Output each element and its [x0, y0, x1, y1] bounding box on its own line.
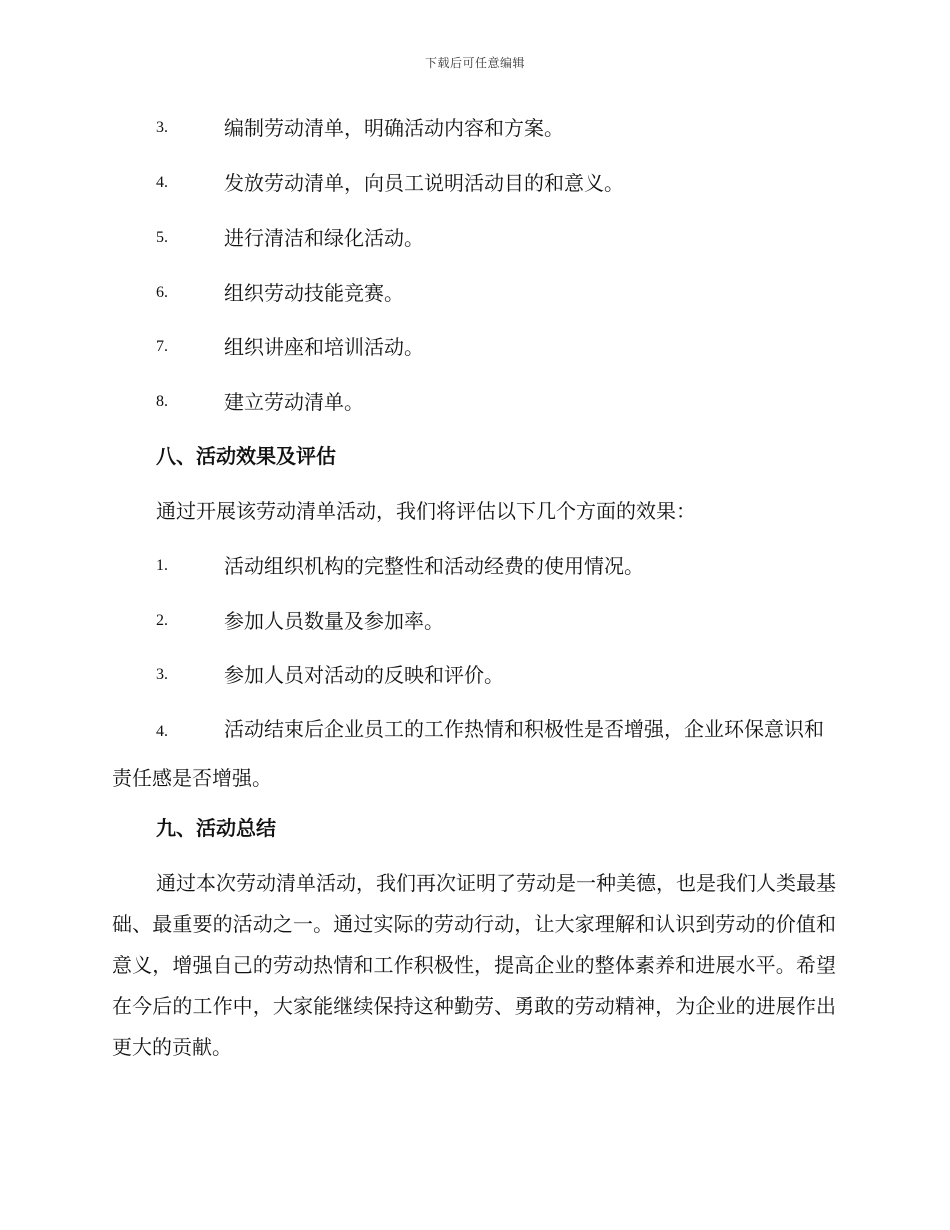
list-item — [112, 108, 836, 148]
list-item-number: 4. — [156, 174, 168, 191]
list-item-text: 活动结束后企业员工的工作热情和积极性是否增强，企业环保意识和责任感是否增强。 — [112, 717, 824, 790]
list-item-text: 进行清洁和绿化活动。 — [224, 226, 424, 250]
list-item-number: 8. — [156, 393, 168, 410]
list-item-number: 3. — [156, 119, 168, 136]
section-heading-summary: 九、活动总结 — [156, 816, 276, 840]
section-intro: 通过开展该劳动清单活动，我们将评估以下几个方面的效果： — [156, 499, 696, 523]
list-item-text: 参加人员对活动的反映和评价。 — [224, 663, 504, 687]
page-header: 下载后可任意编辑 — [424, 56, 525, 70]
list-item — [112, 655, 836, 695]
list-item — [112, 601, 836, 641]
list-item-text: 活动组织机构的完整性和活动经费的使用情况。 — [224, 554, 644, 578]
list-item-text: 组织讲座和培训活动。 — [224, 335, 424, 359]
list-item — [112, 382, 836, 422]
list-item-text: 发放劳动清单，向员工说明活动目的和意义。 — [224, 171, 624, 195]
list-item — [112, 273, 836, 313]
list-item-number: 4. — [156, 723, 168, 740]
list-item-number: 3. — [156, 666, 168, 683]
list-item-wrapped — [112, 706, 836, 802]
list-item-number: 5. — [156, 229, 168, 246]
list-item-number: 2. — [156, 612, 168, 629]
list-item — [112, 546, 836, 586]
list-item-text: 编制劳动清单，明确活动内容和方案。 — [224, 116, 564, 140]
list-item-number: 6. — [156, 284, 168, 301]
section-heading-evaluation: 八、活动效果及评估 — [156, 444, 336, 468]
list-item-text: 参加人员数量及参加率。 — [224, 609, 444, 633]
list-item-number: 1. — [156, 557, 168, 574]
list-item — [112, 163, 836, 203]
list-item-number: 7. — [156, 338, 168, 355]
list-item-text: 建立劳动清单。 — [224, 390, 364, 414]
list-item — [112, 218, 836, 258]
summary-paragraph: 通过本次劳动清单活动，我们再次证明了劳动是一种美德，也是我们人类最基础、最重要的活动之一。通过实际的劳动行动，让大家理解和认识到劳动的价值和意义，增强自己的劳动热情和工作积极性，提高企业的整体素养和进展水平。希望在今后的工作中，大家能继续保持这种勤劳、勇敢的劳动精神，为企业的进展作出更大的贡献。 — [112, 871, 836, 1059]
list-item — [112, 327, 836, 367]
list-item-text: 组织劳动技能竞赛。 — [224, 281, 404, 305]
